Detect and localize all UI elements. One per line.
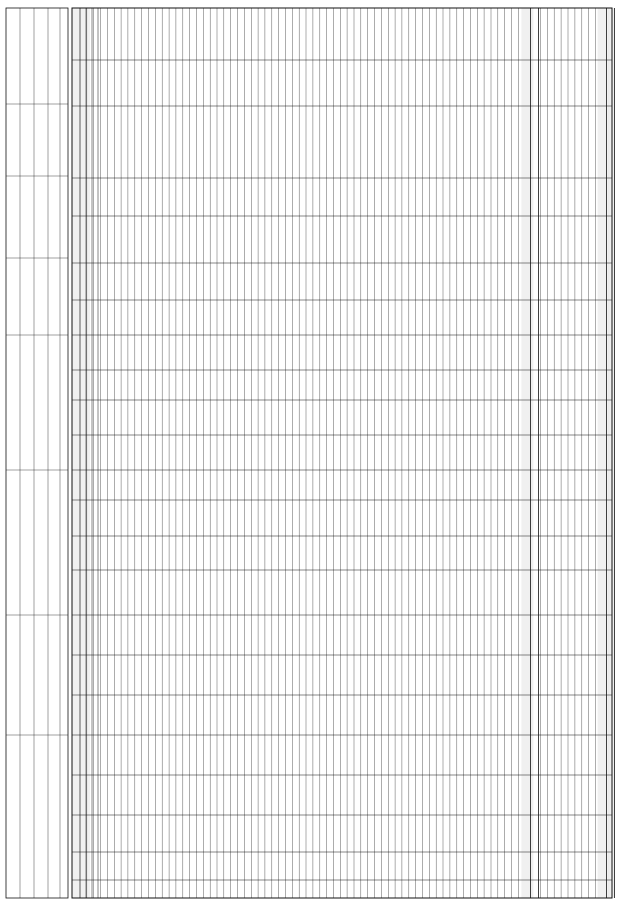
total-row-band	[608, 8, 614, 898]
total-row-band	[521, 8, 533, 898]
total-row-band	[598, 8, 610, 898]
header-band	[72, 8, 90, 898]
margin-header-box	[6, 8, 68, 898]
